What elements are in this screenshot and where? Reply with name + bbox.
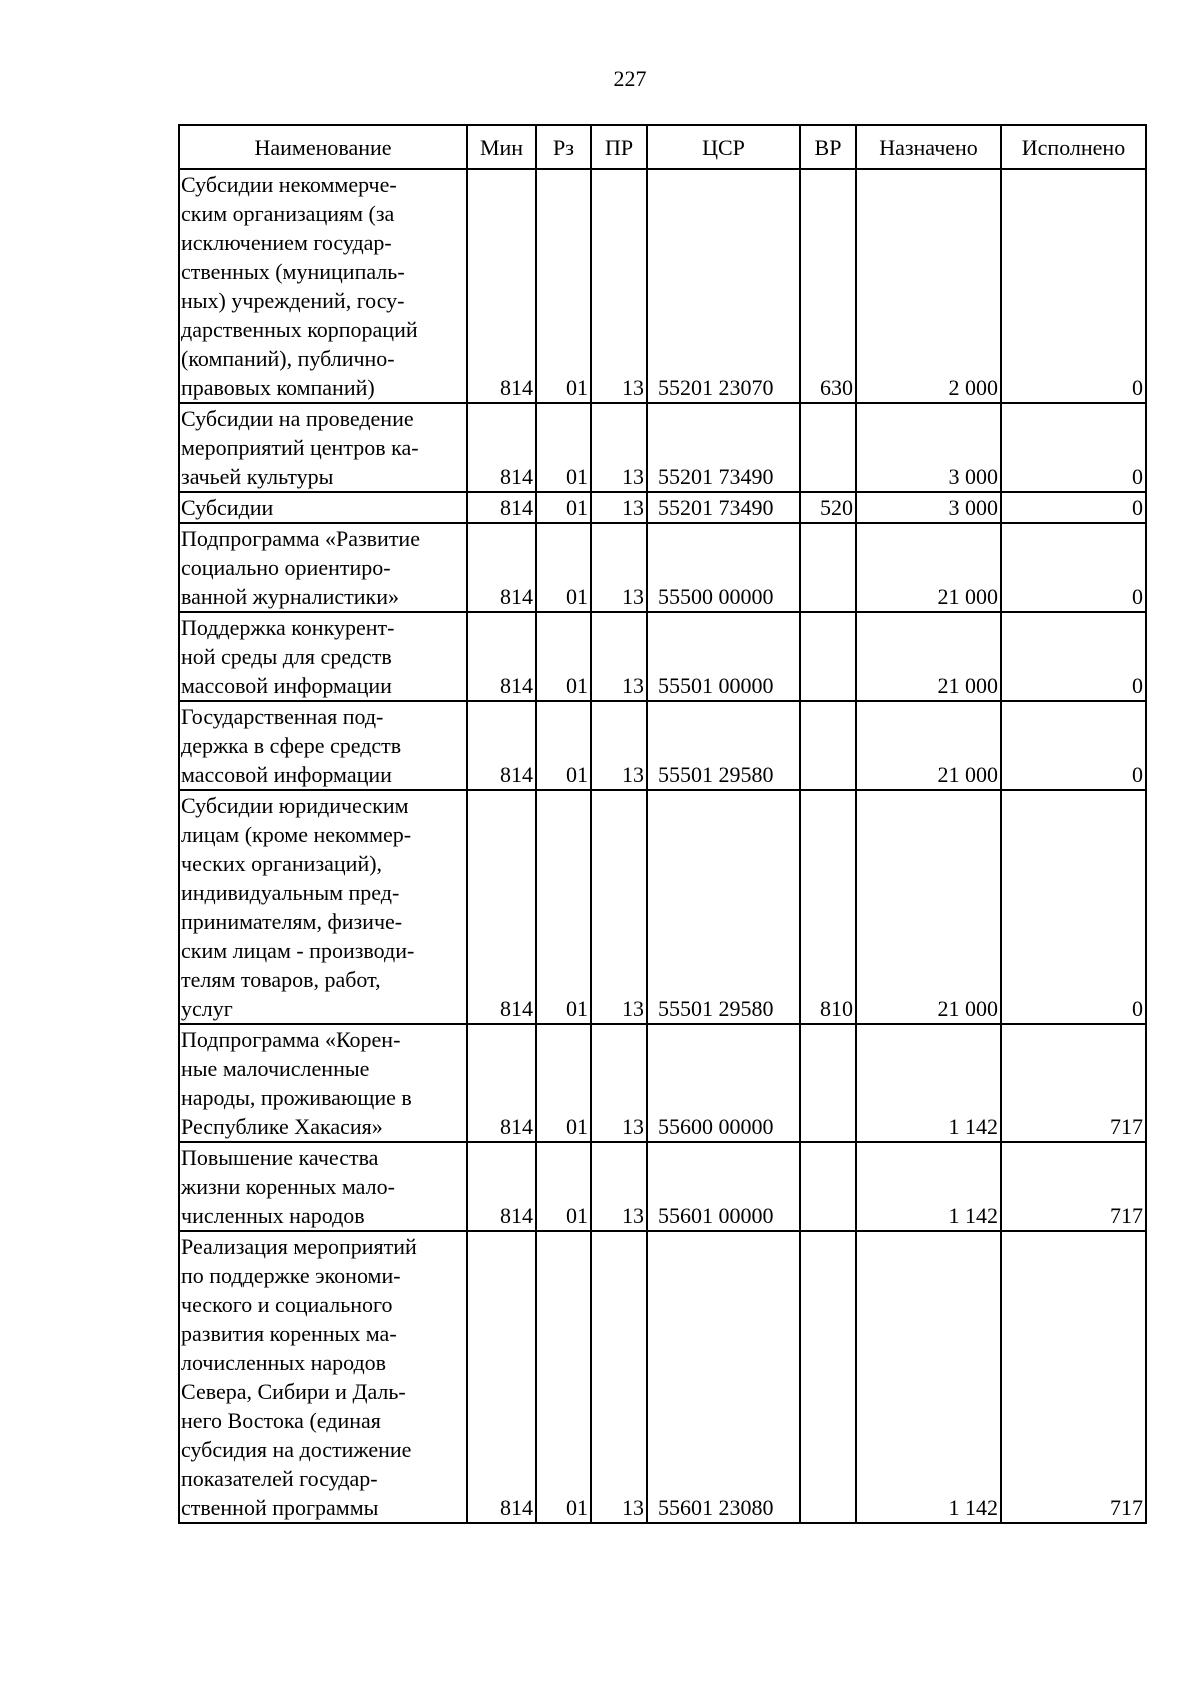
- header-min: Мин: [467, 125, 536, 169]
- table-row: [179, 492, 1146, 523]
- cell-naznacheno: 21 000: [856, 523, 1001, 612]
- cell-ispolneno: 0: [1001, 701, 1146, 790]
- table-row: [179, 403, 1146, 492]
- cell-rz: 01: [536, 492, 591, 523]
- cell-name: Субсидии: [179, 492, 467, 523]
- cell-rz: 01: [536, 1142, 591, 1231]
- cell-pr: 13: [591, 1231, 647, 1523]
- cell-csr: 55601 23080: [647, 1231, 800, 1523]
- cell-rz: 01: [536, 403, 591, 492]
- cell-ispolneno: 0: [1001, 523, 1146, 612]
- cell-vr: 810: [800, 790, 856, 1024]
- cell-pr: 13: [591, 403, 647, 492]
- header-csr: ЦСР: [647, 125, 800, 169]
- cell-naznacheno: 21 000: [856, 701, 1001, 790]
- cell-name: Государственная под- держка в сфере средств массовой информации: [179, 701, 467, 790]
- table-row: [179, 169, 1146, 403]
- cell-vr: [800, 701, 856, 790]
- cell-rz: 01: [536, 169, 591, 403]
- cell-name: Подпрограмма «Корен- ные малочисленные народы, проживающие в Республике Хакасия»: [179, 1024, 467, 1142]
- cell-vr: 630: [800, 169, 856, 403]
- cell-ispolneno: 0: [1001, 169, 1146, 403]
- cell-naznacheno: 1 142: [856, 1142, 1001, 1231]
- header-naznacheno: Назначено: [856, 125, 1001, 169]
- table-row: [179, 701, 1146, 790]
- cell-csr: 55601 00000: [647, 1142, 800, 1231]
- cell-csr: 55600 00000: [647, 1024, 800, 1142]
- cell-ispolneno: 0: [1001, 403, 1146, 492]
- cell-pr: 13: [591, 169, 647, 403]
- header-pr: ПР: [591, 125, 647, 169]
- cell-pr: 13: [591, 612, 647, 701]
- cell-pr: 13: [591, 790, 647, 1024]
- cell-name: Субсидии юридическим лицам (кроме некоммер- ческих организаций), индивидуальным пред- принимателям, физиче- ским лицам - производи- телям товаров, работ, услуг: [179, 790, 467, 1024]
- cell-min: 814: [467, 523, 536, 612]
- cell-naznacheno: 21 000: [856, 612, 1001, 701]
- cell-min: 814: [467, 169, 536, 403]
- table-header-row: [179, 125, 1146, 169]
- cell-name: Повышение качества жизни коренных мало- численных народов: [179, 1142, 467, 1231]
- cell-rz: 01: [536, 612, 591, 701]
- cell-csr: 55201 23070: [647, 169, 800, 403]
- cell-min: 814: [467, 612, 536, 701]
- table-row: [179, 612, 1146, 701]
- cell-vr: [800, 403, 856, 492]
- table-body: [179, 169, 1146, 1523]
- cell-naznacheno: 3 000: [856, 403, 1001, 492]
- cell-min: 814: [467, 1024, 536, 1142]
- cell-min: 814: [467, 790, 536, 1024]
- cell-min: 814: [467, 1231, 536, 1523]
- cell-min: 814: [467, 701, 536, 790]
- cell-naznacheno: 1 142: [856, 1231, 1001, 1523]
- cell-csr: 55501 29580: [647, 790, 800, 1024]
- cell-csr: 55501 29580: [647, 701, 800, 790]
- header-name: Наименование: [179, 125, 467, 169]
- page-number: 227: [613, 66, 647, 91]
- cell-naznacheno: 2 000: [856, 169, 1001, 403]
- cell-ispolneno: 717: [1001, 1024, 1146, 1142]
- cell-name: Субсидии на проведение мероприятий центров ка- зачьей культуры: [179, 403, 467, 492]
- budget-table: [178, 124, 1147, 1524]
- cell-pr: 13: [591, 1142, 647, 1231]
- cell-rz: 01: [536, 523, 591, 612]
- table-row: [179, 790, 1146, 1024]
- cell-vr: [800, 1231, 856, 1523]
- cell-min: 814: [467, 403, 536, 492]
- cell-pr: 13: [591, 1024, 647, 1142]
- cell-rz: 01: [536, 1231, 591, 1523]
- cell-vr: [800, 523, 856, 612]
- cell-csr: 55501 00000: [647, 612, 800, 701]
- table-row: [179, 523, 1146, 612]
- table-row: [179, 1142, 1146, 1231]
- cell-naznacheno: 3 000: [856, 492, 1001, 523]
- cell-naznacheno: 1 142: [856, 1024, 1001, 1142]
- cell-rz: 01: [536, 1024, 591, 1142]
- cell-name: Реализация мероприятий по поддержке экономи- ческого и социального развития коренных ма- лочисленных народов Севера, Сибири и Даль- него Востока (единая субсидия на достижение показателей государ- ственной программы: [179, 1231, 467, 1523]
- cell-name: Субсидии некоммерче- ским организациям (за исключением государ- ственных (муниципаль- ных) учреждений, госу- дарственных корпораций (компаний), публично- правовых компаний): [179, 169, 467, 403]
- cell-min: 814: [467, 492, 536, 523]
- cell-pr: 13: [591, 523, 647, 612]
- cell-vr: [800, 1142, 856, 1231]
- cell-name: Подпрограмма «Развитие социально ориентиро- ванной журналистики»: [179, 523, 467, 612]
- cell-ispolneno: 0: [1001, 492, 1146, 523]
- cell-vr: [800, 612, 856, 701]
- header-rz: Рз: [536, 125, 591, 169]
- header-vr: ВР: [800, 125, 856, 169]
- cell-rz: 01: [536, 701, 591, 790]
- cell-csr: 55201 73490: [647, 492, 800, 523]
- table-row: [179, 1231, 1146, 1523]
- cell-ispolneno: 717: [1001, 1231, 1146, 1523]
- cell-ispolneno: 717: [1001, 1142, 1146, 1231]
- cell-csr: 55500 00000: [647, 523, 800, 612]
- cell-min: 814: [467, 1142, 536, 1231]
- cell-naznacheno: 21 000: [856, 790, 1001, 1024]
- cell-csr: 55201 73490: [647, 403, 800, 492]
- cell-rz: 01: [536, 790, 591, 1024]
- table-row: [179, 1024, 1146, 1142]
- cell-ispolneno: 0: [1001, 612, 1146, 701]
- cell-pr: 13: [591, 492, 647, 523]
- cell-pr: 13: [591, 701, 647, 790]
- cell-name: Поддержка конкурент- ной среды для средств массовой информации: [179, 612, 467, 701]
- cell-vr: [800, 1024, 856, 1142]
- header-ispolneno: Исполнено: [1001, 125, 1146, 169]
- cell-vr: 520: [800, 492, 856, 523]
- cell-ispolneno: 0: [1001, 790, 1146, 1024]
